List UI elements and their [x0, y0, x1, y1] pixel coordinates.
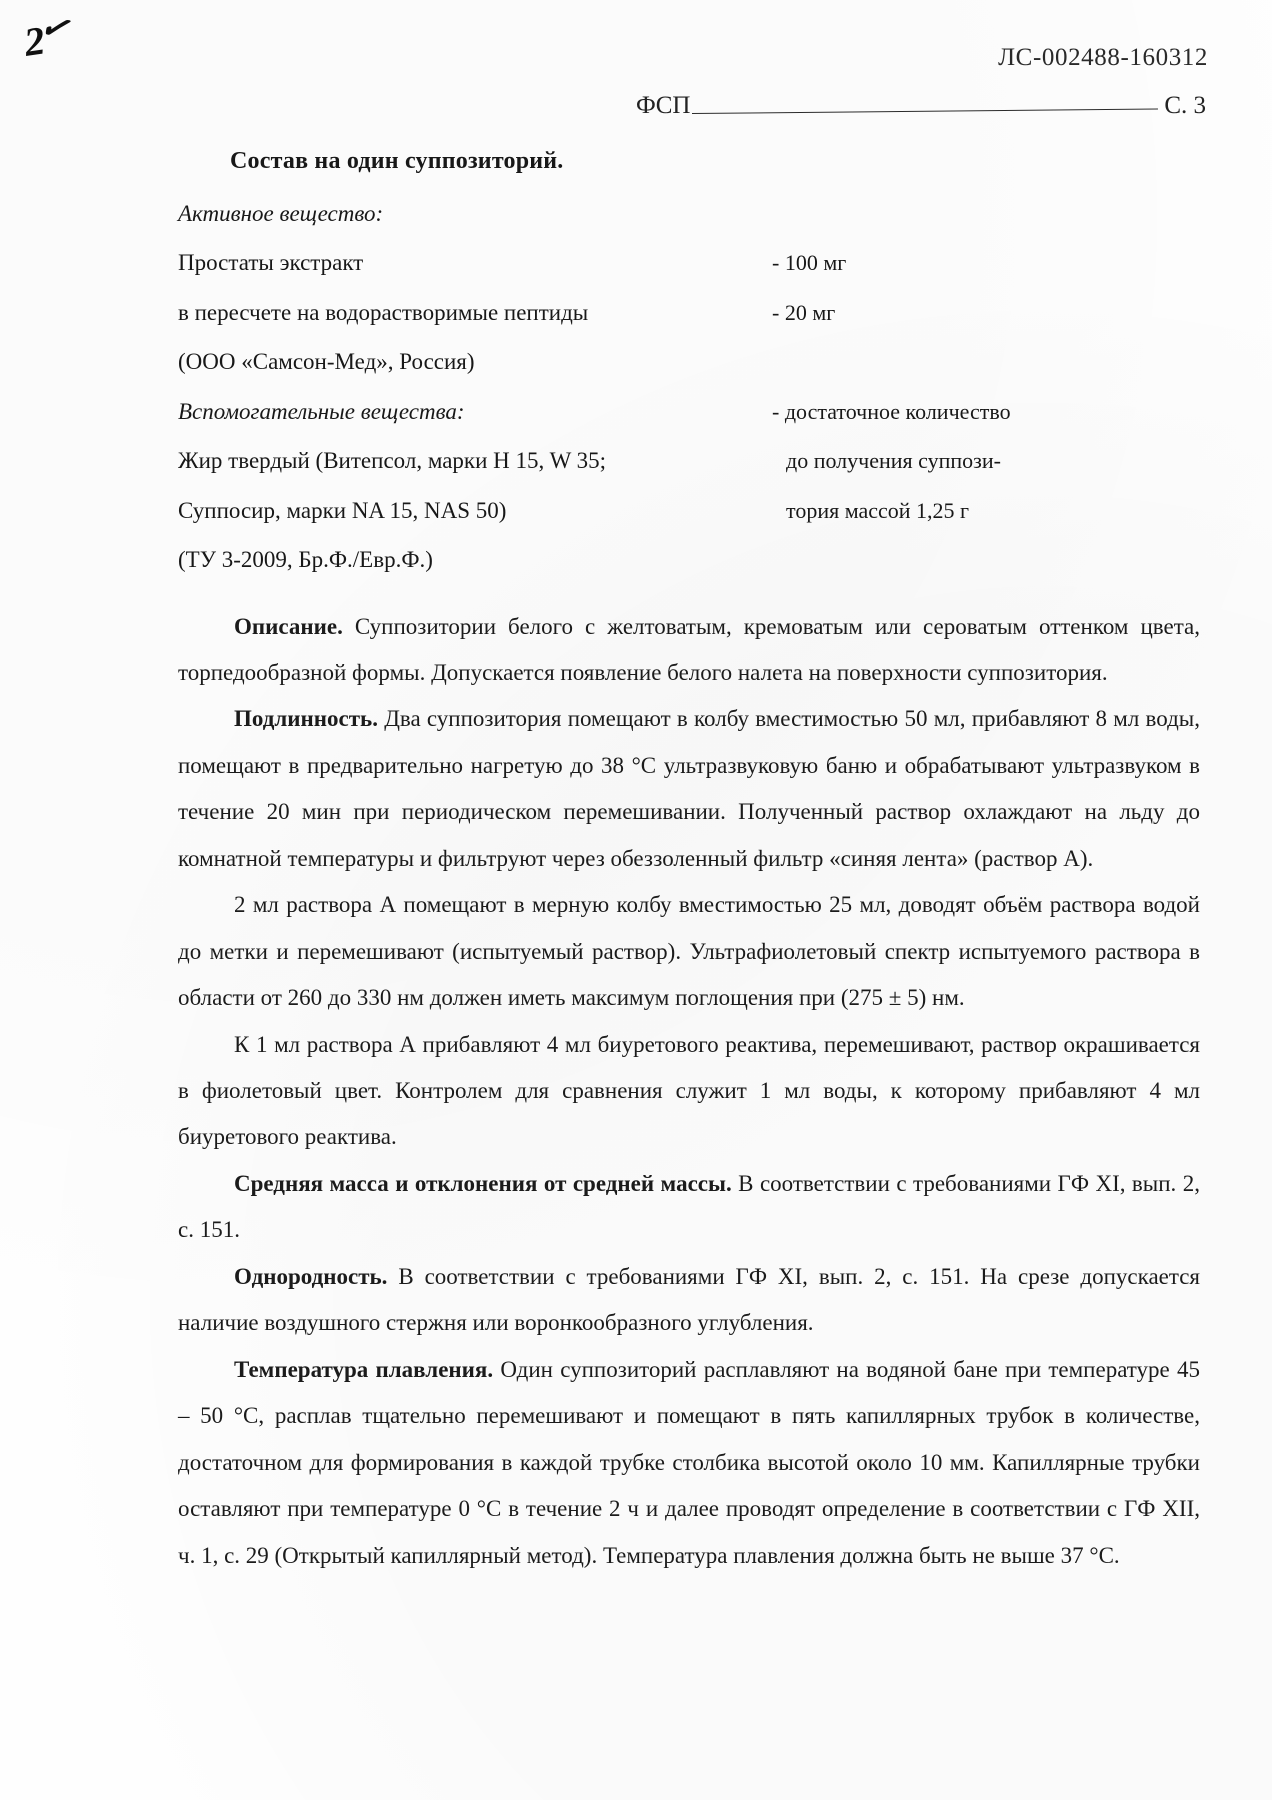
composition-left-cell: Простаты экстракт — [178, 250, 364, 276]
composition-right-cell: тория массой 1,25 г — [786, 497, 970, 523]
section-heading: Описание. — [234, 613, 343, 639]
section-paragraph — [178, 1161, 1200, 1254]
composition-left-cell: Вспомогательные вещества: — [178, 398, 465, 424]
section-text: Один суппозиторий расплавляют на водяной бане при температуре 45 – 50 °С, расплав тщательно перемешивают и помещают в пять капиллярных трубок в количестве, достаточном для формирования в каждой трубке столбика высотой около 10 мм. Капиллярные трубки оставляют при температуре 0 °С в течение 2 ч и далее проводят определение в соответствии с ГФ XII, ч. 1, с. 29 (Открытый капиллярный метод). Температура плавления должна быть не выше 37 °С. — [178, 1356, 1200, 1568]
composition-right-cell: - 100 мг — [772, 250, 847, 276]
fsp-underline-rule — [692, 109, 1158, 114]
section-paragraph — [178, 1347, 1200, 1579]
composition-row — [178, 300, 1200, 326]
composition-left-cell: (ООО «Самсон-Мед», Россия) — [178, 349, 475, 375]
section-paragraph — [178, 604, 1200, 697]
composition-row — [178, 448, 1200, 474]
section-paragraph — [178, 1022, 1200, 1161]
page-number-label: С. 3 — [1164, 92, 1206, 119]
handwritten-digit: 2 — [21, 17, 46, 65]
fsp-header-line — [636, 92, 1206, 120]
section-text: 2 мл раствора А помещают в мерную колбу вместимостью 25 мл, доводят объём раствора водой до метки и перемешивают (испытуемый раствор). Ультрафиолетовый спектр испытуемого раствора в области от 260 до 330 нм должен иметь максимум поглощения при (275 ± 5) нм. — [178, 892, 1200, 1011]
section-text: В соответствии с требованиями ГФ XI, вып. 2, с. 151. На срезе допускается наличие воздушного стержня или воронкообразного углубления. — [178, 1263, 1200, 1336]
section-paragraph — [178, 696, 1200, 882]
composition-left-cell: (ТУ 3-2009, Бр.Ф./Евр.Ф.) — [178, 547, 433, 573]
section-text: Суппозитории белого с желтоватым, кремоватым или сероватым оттенком цвета, торпедообразной формы. Допускается появление белого налета на поверхности суппозитория. — [178, 613, 1200, 685]
section-paragraph — [178, 882, 1200, 1021]
handwritten-page-mark — [21, 6, 100, 86]
composition-table — [178, 201, 1200, 574]
composition-left-cell: Активное вещество: — [178, 201, 384, 226]
composition-row — [178, 250, 1200, 276]
composition-row — [178, 498, 1200, 524]
document-content — [178, 148, 1200, 1579]
composition-right-cell: до получения суппози- — [786, 448, 1001, 474]
composition-row — [178, 349, 1200, 375]
composition-row — [178, 547, 1200, 573]
composition-left-cell: Суппосир, марки NA 15, NAS 50) — [178, 497, 507, 523]
composition-row — [178, 201, 1200, 227]
composition-title: Состав на один суппозиторий. — [230, 148, 564, 174]
composition-right-cell: - 20 мг — [772, 299, 836, 325]
section-text: В соответствии с требованиями ГФ XI, вып. 2, с. 151. — [178, 1170, 1201, 1243]
section-heading: Средняя масса и отклонения от средней массы. — [234, 1170, 732, 1196]
composition-left-cell: в пересчете на водорастворимые пептиды — [178, 299, 589, 325]
section-text: К 1 мл раствора А прибавляют 4 мл биуретового реактива, перемешивают, раствор окрашивается в фиолетовый цвет. Контролем для сравнения служит 1 мл воды, к которому прибавляют 4 мл биуретового реактива. — [178, 1031, 1200, 1150]
document-body — [178, 604, 1200, 1580]
composition-row — [178, 399, 1200, 425]
section-text: Два суппозитория помещают в колбу вместимостью 50 мл, прибавляют 8 мл воды, помещают в предварительно нагретую до 38 °С ультразвуковую баню и обрабатывают ультразвуком в течение 20 мин при периодическом перемешивании. Полученный раствор охлаждают на льду до комнатной температуры и фильтруют через обеззоленный фильтр «синяя лента» (раствор А). — [178, 706, 1200, 871]
section-paragraph — [178, 1254, 1200, 1347]
document-registration-code: ЛС-002488-160312 — [998, 44, 1208, 71]
section-heading: Температура плавления. — [234, 1356, 494, 1382]
section-heading: Подлинность. — [234, 706, 378, 732]
fsp-label: ФСП — [636, 92, 691, 119]
section-heading: Однородность. — [234, 1263, 388, 1289]
composition-left-cell: Жир твердый (Витепсол, марки H 15, W 35; — [178, 448, 607, 474]
handwritten-tick-icon: ✓ — [35, 6, 71, 50]
composition-right-cell: - достаточное количество — [772, 398, 1011, 424]
